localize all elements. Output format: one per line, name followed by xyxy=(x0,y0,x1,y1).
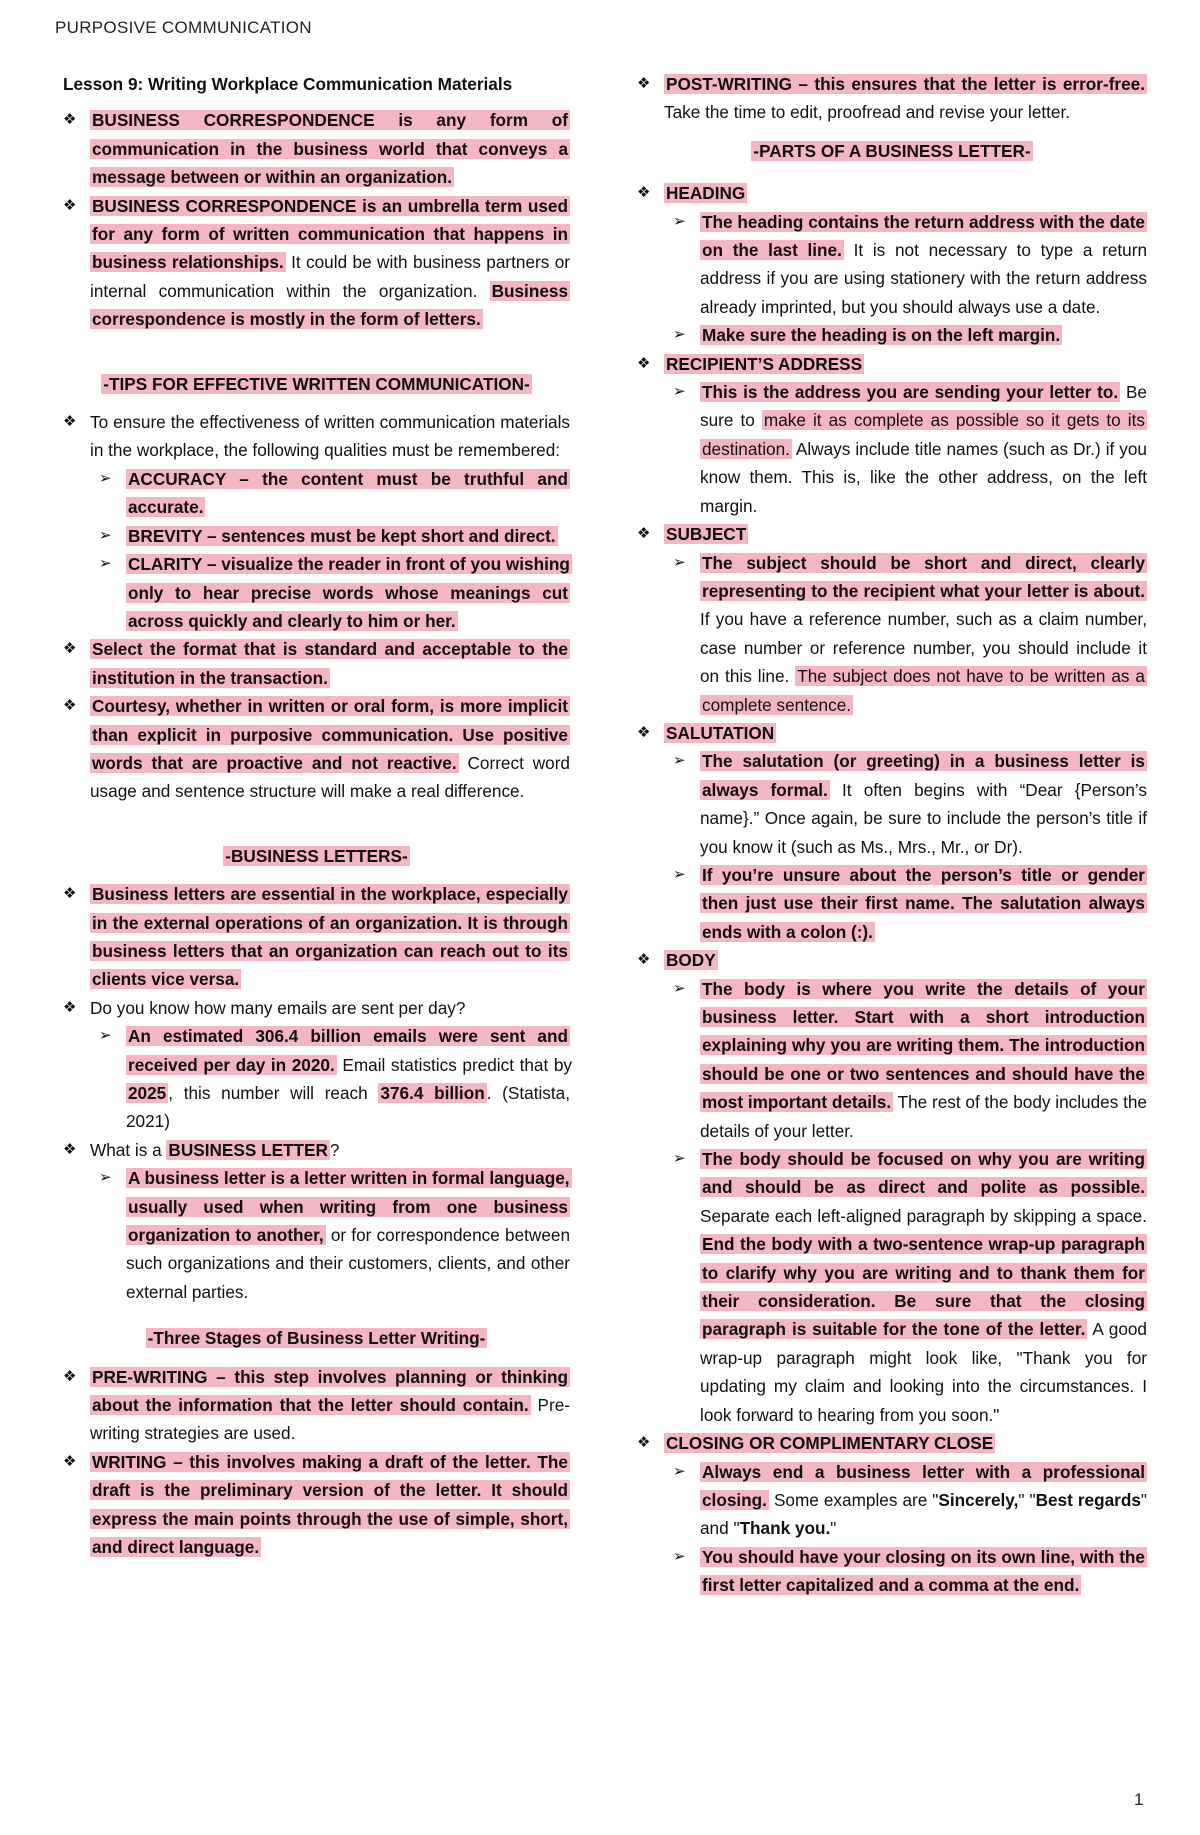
list-item: ❖ SUBJECT xyxy=(637,520,1147,548)
arrow-bullet-icon: ➢ xyxy=(673,979,686,997)
arrow-bullet-icon: ➢ xyxy=(673,752,686,770)
list-item: ➢ You should have your closing on its own line, with the first letter capitalized and a comma at the end. xyxy=(637,1543,1147,1600)
list-item: ❖ Do you know how many emails are sent per day? xyxy=(63,994,570,1022)
body-text: It could be with business partners or internal communication within the organization. xyxy=(90,252,571,301)
diamond-bullet-icon: ❖ xyxy=(63,640,77,658)
section-heading: -TIPS FOR EFFECTIVE WRITTEN COMMUNICATION- xyxy=(103,373,530,394)
list-item: ❖ CLOSING OR COMPLIMENTARY CLOSE xyxy=(637,1429,1147,1457)
section-heading: -Three Stages of Business Letter Writing- xyxy=(147,1328,486,1349)
diamond-bullet-icon: ❖ xyxy=(63,196,77,214)
highlighted-text: Business correspondence is mostly in the form of letters. xyxy=(92,280,568,330)
arrow-bullet-icon: ➢ xyxy=(673,326,686,344)
list-item: ❖ WRITING – this involves making a draft of the letter. The draft is the preliminary version of the letter. It should express the main points through the use of simple, short, and direct language. xyxy=(63,1448,570,1562)
arrow-bullet-icon: ➢ xyxy=(673,553,686,571)
right-column xyxy=(637,70,1147,1600)
list-item: ➢ Make sure the heading is on the left margin. xyxy=(637,321,1147,349)
diamond-bullet-icon: ❖ xyxy=(63,697,77,715)
list-item: ❖ Courtesy, whether in written or oral form, is more implicit than explicit in purposive communication. Use positive words that are proactive and not reactive. Correct word usage and sentence structure will make a real difference. xyxy=(63,692,570,806)
list-item: ➢ CLARITY – visualize the reader in front of you wishing only to hear precise words whose meanings cut across quickly and clearly to him or her. xyxy=(63,550,570,635)
section-heading: -PARTS OF A BUSINESS LETTER- xyxy=(753,140,1031,161)
arrow-bullet-icon: ➢ xyxy=(673,383,686,401)
list-item xyxy=(63,408,570,465)
diamond-bullet-icon: ❖ xyxy=(637,951,651,969)
list-item: ➢ The subject should be short and direct, clearly representing to the recipient what your letter is about. If you have a reference number, such as a claim number, case number or reference number, you should include it on this line. The subject does not have to be written as a complete sentence. xyxy=(637,549,1147,719)
arrow-bullet-icon: ➢ xyxy=(99,1169,112,1187)
diamond-bullet-icon: ❖ xyxy=(637,525,651,543)
list-item: ❖ Select the format that is standard and acceptable to the institution in the transaction. xyxy=(63,635,570,692)
diamond-bullet-icon: ❖ xyxy=(63,413,77,431)
diamond-bullet-icon: ❖ xyxy=(637,723,651,741)
highlighted-text: BUSINESS CORRESPONDENCE is an umbrella term used for any form of written communication that happens in business relationships. xyxy=(92,195,568,273)
left-column xyxy=(63,70,570,1562)
body-text: To ensure the effectiveness of written communication materials in the workplace, the following qualities must be remembered: xyxy=(90,412,570,461)
list-item: ❖ Business letters are essential in the workplace, especially in the external operations of an organization. It is through business letters that an organization can reach out to its clients vice versa. xyxy=(63,880,570,994)
list-item xyxy=(63,106,570,191)
arrow-bullet-icon: ➢ xyxy=(673,865,686,883)
diamond-bullet-icon: ❖ xyxy=(637,354,651,372)
arrow-bullet-icon: ➢ xyxy=(673,1150,686,1168)
list-item: ❖ POST-WRITING – this ensures that the letter is error-free. Take the time to edit, proofread and revise your letter. xyxy=(637,70,1147,127)
list-item: ❖ What is a BUSINESS LETTER ? xyxy=(63,1136,570,1164)
list-item: ❖ SALUTATION xyxy=(637,719,1147,747)
highlighted-text: BUSINESS CORRESPONDENCE is any form of communication in the business world that conveys a message between or within an organization. xyxy=(92,110,568,188)
arrow-bullet-icon: ➢ xyxy=(673,1462,686,1480)
list-item: ➢ ACCURACY – the content must be truthful and accurate. xyxy=(63,465,570,522)
list-item xyxy=(63,192,570,334)
section-heading: -BUSINESS LETTERS- xyxy=(225,845,408,866)
arrow-bullet-icon: ➢ xyxy=(99,555,112,573)
arrow-bullet-icon: ➢ xyxy=(673,212,686,230)
list-item: ❖ PRE-WRITING – this step involves planning or thinking about the information that the letter should contain. Pre-writing strategies are used. xyxy=(63,1363,570,1448)
page-number: 1 xyxy=(1134,1790,1144,1809)
list-item: ➢ Always end a business letter with a professional closing. Some examples are "Sincerely," "Best regards" and "Thank you." xyxy=(637,1458,1147,1543)
diamond-bullet-icon: ❖ xyxy=(63,1452,77,1470)
diamond-bullet-icon: ❖ xyxy=(63,111,77,129)
arrow-bullet-icon: ➢ xyxy=(99,526,112,544)
list-item: ➢ The body should be focused on why you are writing and should be as direct and polite as possible. Separate each left-aligned paragraph by skipping a space. End the body with a two-sentence wrap-up paragraph to clarify why you are writing and to thank them for their consideration. Be sure that the closing paragraph is suitable for the tone of the letter. A good wrap-up paragraph might look like, "Thank you for updating my claim and looking into the circumstances. I look forward to hearing from you soon." xyxy=(637,1145,1147,1429)
list-item: ➢ A business letter is a letter written in formal language, usually used when writing from one business organization to another, or for correspondence between such organizations and their customers, clients, and other external parties. xyxy=(63,1164,570,1306)
diamond-bullet-icon: ❖ xyxy=(637,184,651,202)
list-item: ➢ The body is where you write the details of your business letter. Start with a short introduction explaining why you are writing them. The introduction should be one or two sentences and should have the most important details. The rest of the body includes the details of your letter. xyxy=(637,975,1147,1145)
arrow-bullet-icon: ➢ xyxy=(673,1547,686,1565)
list-item: ➢ If you’re unsure about the person’s title or gender then just use their first name. The salutation always ends with a colon (:). xyxy=(637,861,1147,946)
diamond-bullet-icon: ❖ xyxy=(63,1140,77,1158)
arrow-bullet-icon: ➢ xyxy=(99,1027,112,1045)
list-item: ❖ RECIPIENT’S ADDRESS xyxy=(637,350,1147,378)
list-item: ➢ The salutation (or greeting) in a business letter is always formal. It often begins with “Dear {Person’s name}.” Once again, be sure to include the person’s title if you know it (such as Ms., Mrs., Mr., or Dr). xyxy=(637,747,1147,861)
diamond-bullet-icon: ❖ xyxy=(637,75,651,92)
diamond-bullet-icon: ❖ xyxy=(63,998,77,1016)
list-item: ➢ This is the address you are sending your letter to. Be sure to make it as complete as possible so it gets to its destination. Always include title names (such as Dr.) if you know them. This is, like the other address, on the left margin. xyxy=(637,378,1147,520)
diamond-bullet-icon: ❖ xyxy=(63,1367,77,1385)
list-item: ❖ BODY xyxy=(637,946,1147,974)
lesson-title: Lesson 9: Writing Workplace Communication Materials xyxy=(63,74,513,94)
list-item: ➢ An estimated 306.4 billion emails were sent and received per day in 2020. Email statistics predict that by 2025 , this number will reach 376.4 billion . (Statista, 2021) xyxy=(63,1022,570,1136)
page-header: PURPOSIVE COMMUNICATION xyxy=(55,18,312,37)
list-item: ❖ HEADING xyxy=(637,179,1147,207)
diamond-bullet-icon: ❖ xyxy=(637,1434,651,1452)
diamond-bullet-icon: ❖ xyxy=(63,885,77,903)
arrow-bullet-icon: ➢ xyxy=(99,469,112,487)
list-item: ➢ BREVITY – sentences must be kept short and direct. xyxy=(63,522,570,550)
list-item: ➢ The heading contains the return address with the date on the last line. It is not necessary to type a return address if you are using stationery with the return address already imprinted, but you should always use a date. xyxy=(637,208,1147,322)
